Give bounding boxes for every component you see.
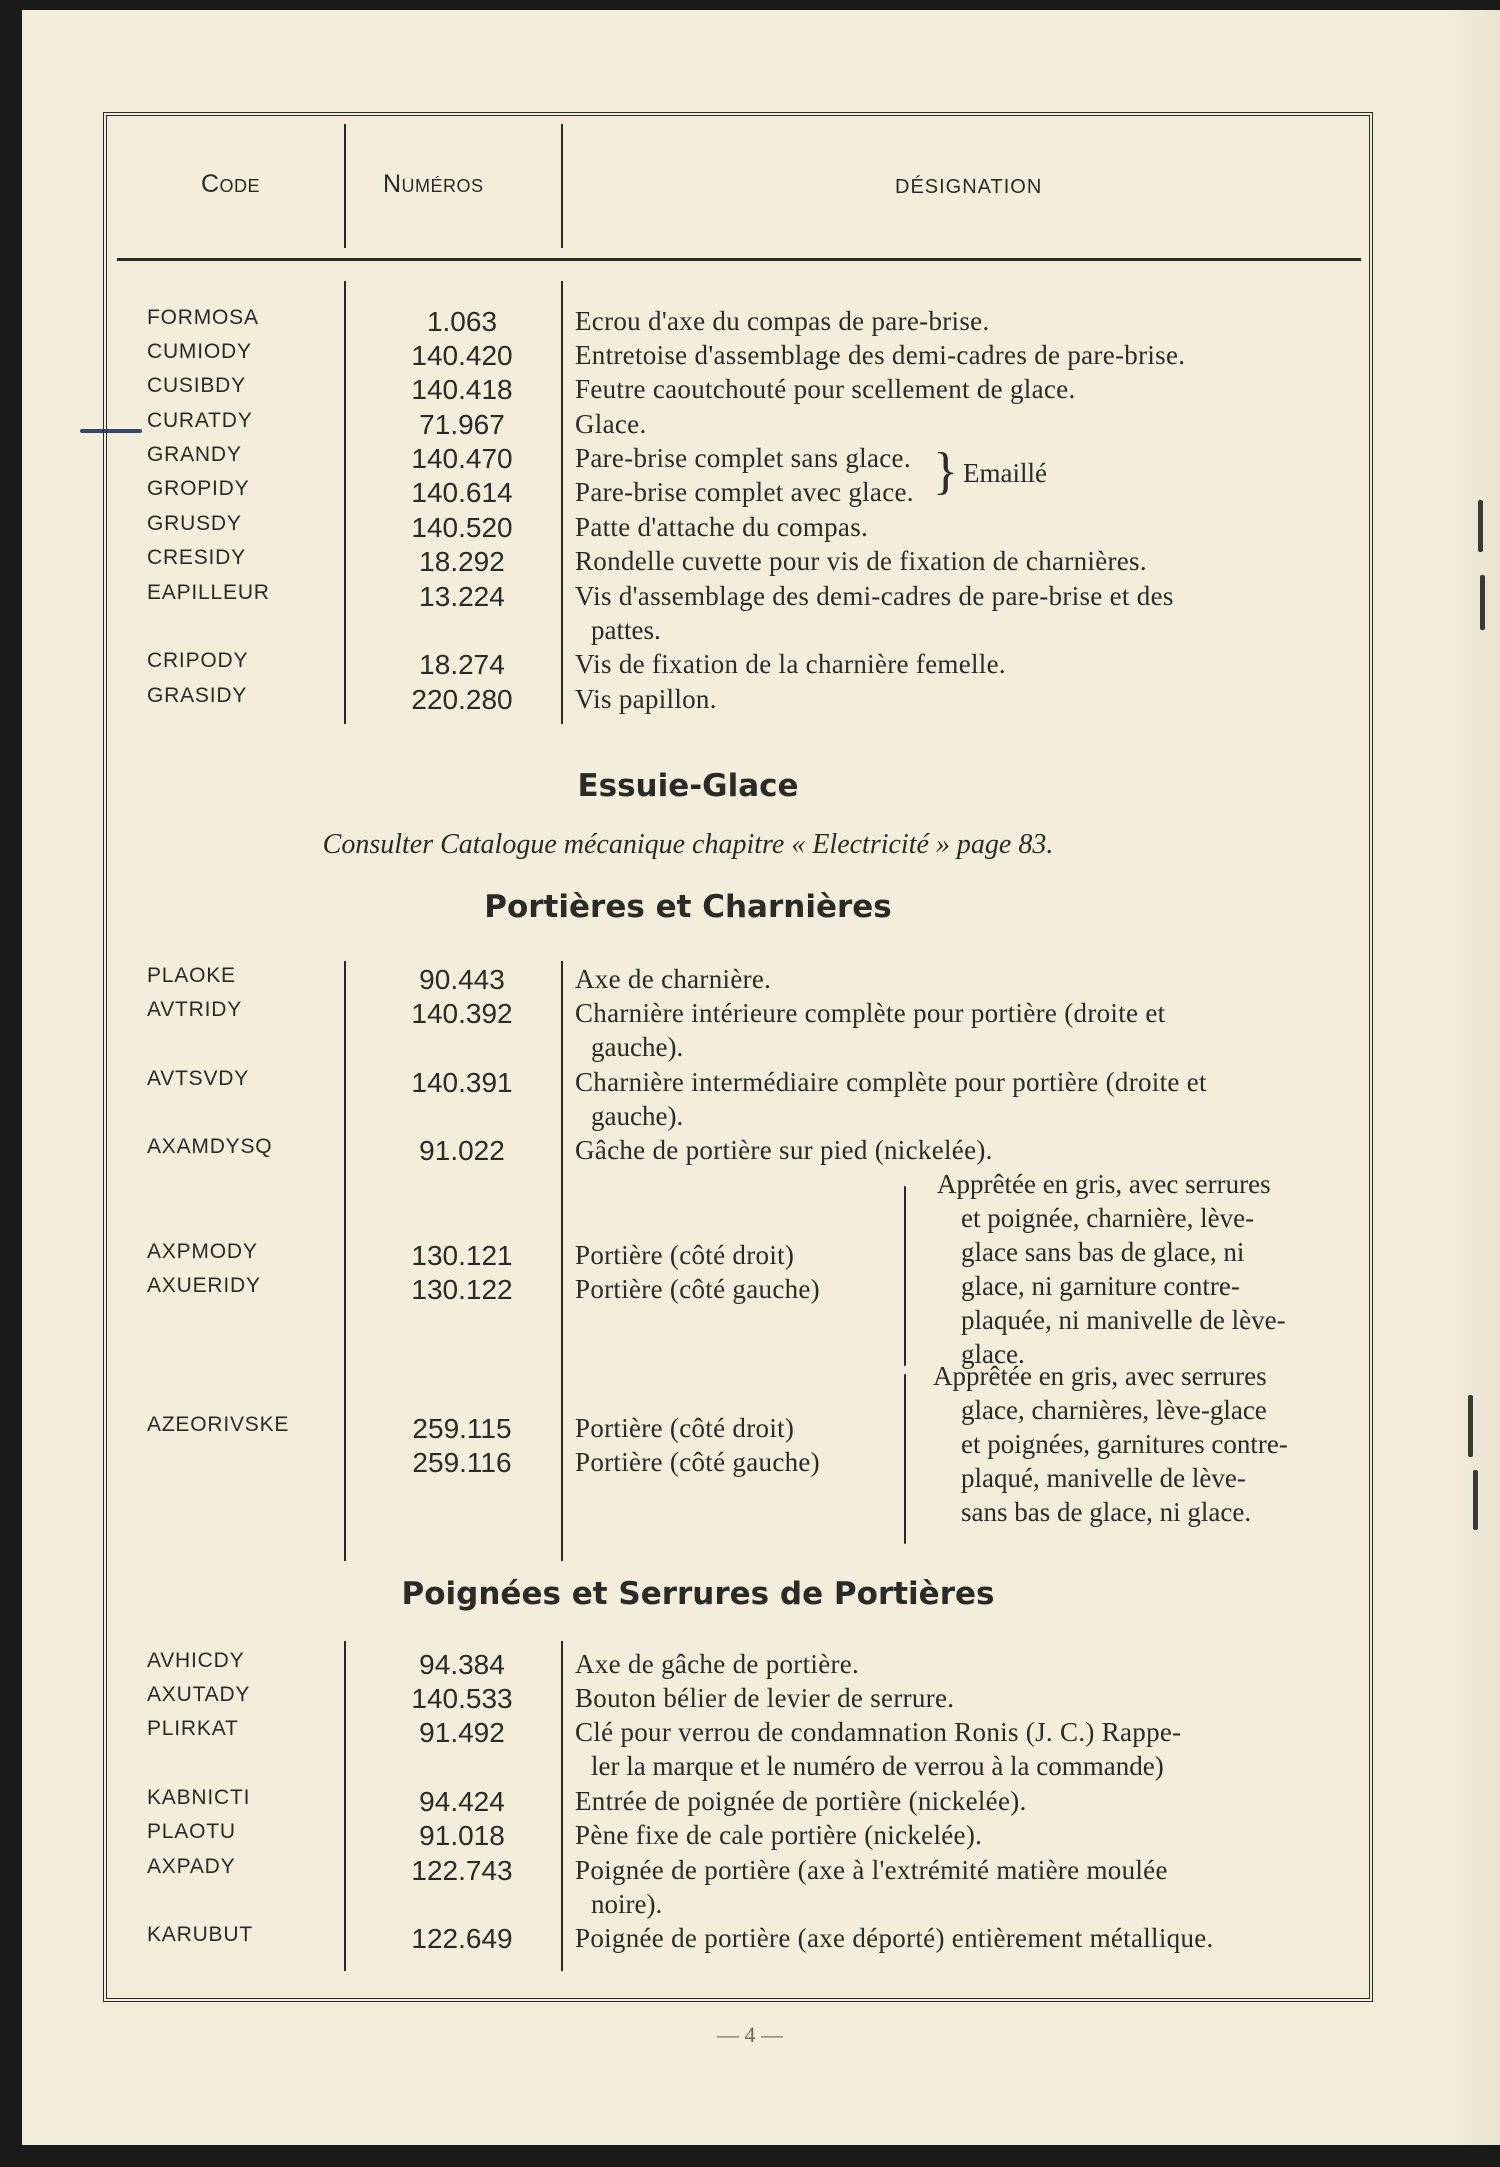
table-row-continuation [107,1751,1369,1785]
part-designation: Ecrou d'axe du compas de pare-brise. [575,306,990,336]
page-number: — 4 — [717,2022,783,2047]
group-note-line: glace. [961,1339,1025,1369]
group-note-line: sans bas de glace, ni glace. [961,1497,1252,1527]
part-designation: Poignée de portière (axe déporté) entièrement métallique. [575,1923,1214,1953]
part-number: 259.115 [412,1413,512,1444]
part-number: 122.649 [411,1923,513,1954]
part-code: AXPMODY [147,1240,258,1263]
part-number: 140.470 [411,443,513,474]
part-designation: Pare-brise complet avec glace. [575,477,914,507]
part-number: 140.533 [411,1683,513,1714]
table-row [107,306,1369,340]
part-designation: Glace. [575,409,647,439]
group-note-line: et poignées, garnitures contre- [961,1429,1288,1459]
part-code: CUSIBDY [147,374,246,397]
header-numeros: Numéros [383,170,484,198]
essuie-note: Consulter Catalogue mécanique chapitre « Electricité » page 83. [322,829,1054,860]
part-designation: Axe de charnière. [575,964,772,994]
brace-mark: } [933,443,958,500]
part-code: FORMOSA [147,306,259,329]
table-row [107,1683,1369,1717]
brace-mark [904,1374,906,1544]
table-row [107,649,1369,683]
part-number: 140.614 [411,477,513,508]
part-designation: Axe de gâche de portière. [575,1649,860,1679]
group-note-line: glace, charnières, lève-glace [961,1395,1267,1425]
part-number: 18.274 [419,649,505,680]
table-row-continuation [107,1889,1369,1923]
part-designation-cont: gauche). [591,1101,684,1131]
part-number: 94.424 [419,1786,505,1817]
table-row [107,1855,1369,1889]
part-code: PLAOTU [147,1820,236,1843]
table-row [107,1135,1369,1169]
table-row [107,964,1369,998]
part-designation: Bouton bélier de levier de serrure. [575,1683,955,1713]
part-designation: Portière (côté gauche) [575,1447,820,1477]
part-number: 91.022 [419,1135,505,1166]
part-number: 140.392 [411,998,513,1029]
column-divider [561,124,563,248]
header-rule [117,258,1361,261]
table-row [107,1067,1369,1101]
table-row [107,581,1369,615]
part-number: 122.743 [411,1855,513,1886]
part-code: AVHICDY [147,1649,245,1672]
part-code: PLIRKAT [147,1717,239,1740]
part-designation-cont: pattes. [591,615,661,645]
page-shadow [1440,10,1500,2145]
part-designation: Entretoise d'assemblage des demi-cadres de pare-brise. [575,340,1186,370]
part-designation: Portière (côté droit) [575,1413,795,1443]
part-designation: Gâche de portière sur pied (nickelée). [575,1135,993,1165]
parts-table [103,112,1373,2002]
table-row-continuation [107,1101,1369,1135]
group-note-line: glace, ni garniture contre- [961,1271,1240,1301]
table-row [107,374,1369,408]
section-title-portieres: Portières et Charnières [484,889,892,925]
part-number: 1.063 [426,306,498,337]
group-note-line: Apprêtée en gris, avec serrures [933,1361,1267,1391]
part-designation-cont: gauche). [591,1032,684,1062]
group-note-line: et poignée, charnière, lève- [961,1203,1255,1233]
group-note-line: glace sans bas de glace, ni [961,1237,1245,1267]
part-code: GROPIDY [147,477,250,500]
table-row-continuation [107,615,1369,649]
part-designation: Feutre caoutchouté pour scellement de glace. [575,374,1076,404]
table-row-continuation [107,1032,1369,1066]
part-designation: Clé pour verrou de condamnation Ronis (J. C.) Rappe- [575,1717,1182,1747]
part-number: 91.018 [419,1820,505,1851]
part-number: 18.292 [419,546,505,577]
part-designation: Charnière intérieure complète pour portière (droite et [575,998,1166,1028]
part-code: CURATDY [147,409,253,432]
part-designation: Pare-brise complet sans glace. [575,443,911,473]
table-row [107,1923,1369,1957]
header-designation: DÉSIGNATION [895,176,1043,198]
part-number: 130.122 [411,1274,513,1305]
margin-mark [1480,575,1485,630]
part-code: AXUERIDY [147,1274,261,1297]
part-code: CUMIODY [147,340,252,363]
table-row [107,1649,1369,1683]
part-number: 71.967 [419,409,505,440]
group-note-line: plaquée, ni manivelle de lève- [961,1305,1286,1335]
part-code: AXUTADY [147,1683,251,1706]
table-row [107,998,1369,1032]
table-row [107,546,1369,580]
part-number: 220.280 [411,684,513,715]
part-code: AVTSVDY [147,1067,250,1090]
part-code: EAPILLEUR [147,581,270,604]
part-designation: Rondelle cuvette pour vis de fixation de charnières. [575,546,1147,576]
part-designation: Portière (côté gauche) [575,1274,820,1304]
part-number: 140.520 [411,512,513,543]
part-number: 130.121 [411,1240,513,1271]
column-divider [344,124,346,248]
part-number: 13.224 [419,581,505,612]
part-designation: Pène fixe de cale portière (nickelée). [575,1820,983,1850]
part-designation: Vis de fixation de la charnière femelle. [575,649,1006,679]
emaille-note: Emaillé [963,458,1047,488]
table-header [107,116,1369,254]
part-number: 90.443 [419,964,505,995]
table-row [107,409,1369,443]
part-code: PLAOKE [147,964,236,987]
part-designation: Vis d'assemblage des demi-cadres de pare-brise et des [575,581,1174,611]
group-note-line: Apprêtée en gris, avec serrures [937,1169,1271,1199]
section-title-essuie: Essuie-Glace [577,768,799,804]
part-number: 94.384 [419,1649,505,1680]
part-code: AXPADY [147,1855,236,1878]
part-code: GRASIDY [147,684,248,707]
margin-mark [1478,500,1483,552]
table-row [107,340,1369,374]
part-code: AZEORIVSKE [147,1413,290,1436]
part-designation-cont: ler la marque et le numéro de verrou à la commande) [591,1751,1164,1781]
part-code: GRUSDY [147,512,242,535]
part-designation: Entrée de poignée de portière (nickelée). [575,1786,1027,1816]
group-note-line: plaqué, manivelle de lève- [961,1463,1246,1493]
part-code: CRIPODY [147,649,249,672]
table-row [107,512,1369,546]
part-number: 140.391 [411,1067,513,1098]
part-code: GRANDY [147,443,242,466]
brace-mark [904,1186,906,1366]
table-row [107,1820,1369,1854]
table-row [107,477,1369,511]
header-code: Code [201,170,261,198]
table-row [107,1717,1369,1751]
part-number: 140.418 [411,374,513,405]
table-row [107,684,1369,718]
part-number: 259.116 [412,1447,512,1478]
part-number: 91.492 [419,1717,505,1748]
part-number: 140.420 [411,340,513,371]
part-designation: Vis papillon. [575,684,717,714]
part-designation: Portière (côté droit) [575,1240,795,1270]
part-designation-cont: noire). [591,1889,663,1919]
part-code: KABNICTI [147,1786,251,1809]
part-designation: Charnière intermédiaire complète pour portière (droite et [575,1067,1207,1097]
part-code: KARUBUT [147,1923,253,1946]
part-designation: Patte d'attache du compas. [575,512,869,542]
part-code: AVTRIDY [147,998,243,1021]
table-row [107,443,1369,477]
margin-mark [1473,1470,1478,1530]
part-code: AXAMDYSQ [147,1135,273,1158]
section-title-poignees: Poignées et Serrures de Portières [401,1576,995,1612]
margin-mark [1468,1395,1473,1457]
part-code: CRESIDY [147,546,246,569]
table-row [107,1786,1369,1820]
part-designation: Poignée de portière (axe à l'extrémité matière moulée [575,1855,1168,1885]
